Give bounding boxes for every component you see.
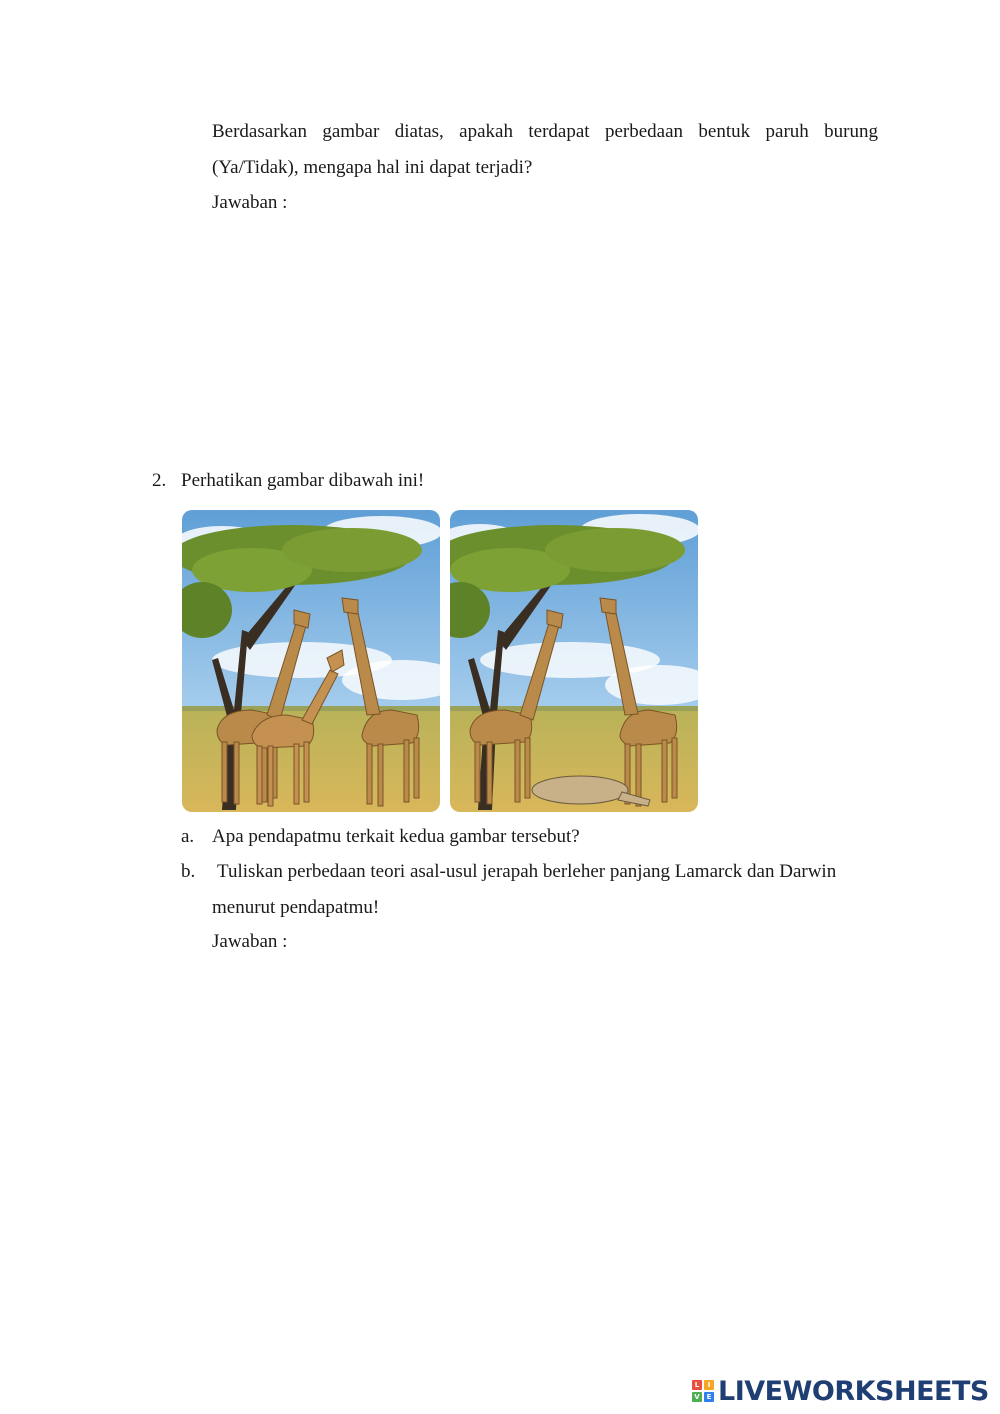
giraffe-image-right — [450, 510, 698, 812]
question2-answer-label: Jawaban : — [212, 931, 288, 952]
giraffe-image-left — [182, 510, 440, 812]
logo-mark-i: I — [704, 1380, 714, 1390]
logo-mark-e: E — [704, 1392, 714, 1402]
logo-mark-v: V — [692, 1392, 702, 1402]
question1-line1: Berdasarkan gambar diatas, apakah terdapat perbedaan bentuk paruh burung — [212, 121, 878, 142]
question2b-line1: Tuliskan perbedaan teori asal-usul jerapah berleher panjang Lamarck dan Darwin — [217, 861, 837, 882]
question2a-text: Apa pendapatmu terkait kedua gambar tersebut? — [212, 826, 580, 847]
question2b-letter: b. — [181, 861, 196, 882]
logo-mark-icon — [692, 1380, 714, 1402]
question2a-letter: a. — [181, 826, 195, 847]
logo-text: LIVEWORKSHEETS — [718, 1375, 989, 1407]
question2-prompt: Perhatikan gambar dibawah ini! — [181, 470, 425, 491]
liveworksheets-logo[interactable] — [692, 1376, 989, 1406]
question1-answer-label: Jawaban : — [212, 192, 288, 213]
question2-number: 2. — [152, 470, 167, 491]
question2-answer-area[interactable] — [212, 962, 878, 1322]
logo-mark-l: L — [692, 1380, 702, 1390]
question1-answer-area[interactable] — [212, 222, 878, 442]
question2b-line2: menurut pendapatmu! — [212, 897, 380, 918]
question1-line2: (Ya/Tidak), mengapa hal ini dapat terjadi? — [212, 157, 533, 178]
